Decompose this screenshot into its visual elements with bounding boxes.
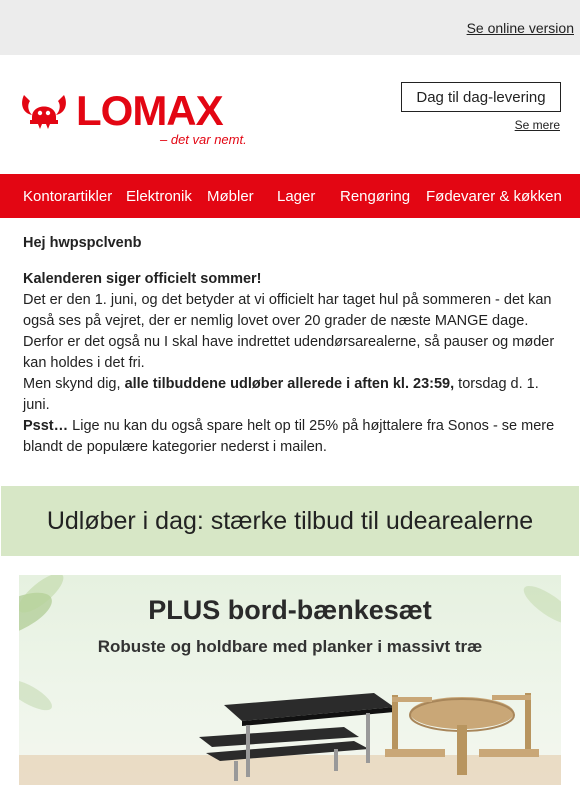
picnic-table-black-image [194, 685, 404, 785]
paragraph-outdoor: Derfor er det også nu I skal have indrettet udendørsarealerne, så pauser og møder kan holdes i det fri. [23, 334, 555, 371]
nav-item-food-kitchen[interactable]: Fødevarer & køkken [426, 187, 562, 205]
lomax-logo[interactable] [18, 89, 258, 149]
paragraph-deadline [23, 374, 557, 416]
headline: Kalenderen siger officielt sommer! [23, 271, 262, 287]
delivery-button[interactable]: Dag til dag-levering [401, 82, 561, 112]
deadline-text-start: Men skynd dig, [23, 376, 125, 392]
see-more-link[interactable]: Se mere [514, 118, 560, 132]
promo-title: PLUS bord-bænkesæt [148, 595, 432, 625]
paragraph-psst [23, 416, 557, 458]
nav-item-electronics[interactable]: Elektronik [126, 187, 192, 205]
deadline-text-end: torsdag d. 1. juni. [23, 376, 539, 413]
logo-tagline: – det var nemt. [160, 132, 247, 147]
nav-item-office-supplies[interactable]: Kontorartikler [23, 187, 113, 205]
promo-subtitle: Robuste og holdbare med planker i massivt træ [97, 637, 483, 656]
round-table-wood-image [377, 675, 547, 785]
deadline-text-bold: alle tilbuddene udløber allerede i aften kl. 23:59, [124, 376, 455, 392]
psst-text: Lige nu kan du også spare helt op til 25% på højttalere fra Sonos - se mere blandt de populære kategorier nederst i mailen. [23, 418, 555, 455]
header [0, 55, 580, 174]
online-version-link[interactable]: Se online version [466, 19, 574, 36]
nav-item-furniture[interactable]: Møbler [207, 187, 254, 205]
greeting: Hej hwpspclvenb [23, 235, 142, 251]
expiry-banner-title: Udløber i dag: stærke tilbud til udearealerne [46, 506, 534, 535]
top-bar [0, 0, 580, 55]
paragraph-intro: Det er den 1. juni, og det betyder at vi officielt har taget hul på sommeren - det kan også ses på vejret, der er nemlig lovet over 20 grader de næste MANGE dage. [23, 292, 552, 329]
nav-item-cleaning[interactable]: Rengøring [340, 187, 411, 205]
psst-label: Psst… [23, 418, 69, 434]
logo-wordmark: LOMAX [76, 87, 223, 134]
category-nav [0, 174, 580, 218]
message-body [0, 218, 580, 486]
nav-item-storage[interactable]: Lager [277, 187, 316, 205]
promo-image[interactable] [19, 575, 561, 785]
expiry-banner [1, 486, 579, 556]
viking-helmet-icon [18, 91, 70, 129]
